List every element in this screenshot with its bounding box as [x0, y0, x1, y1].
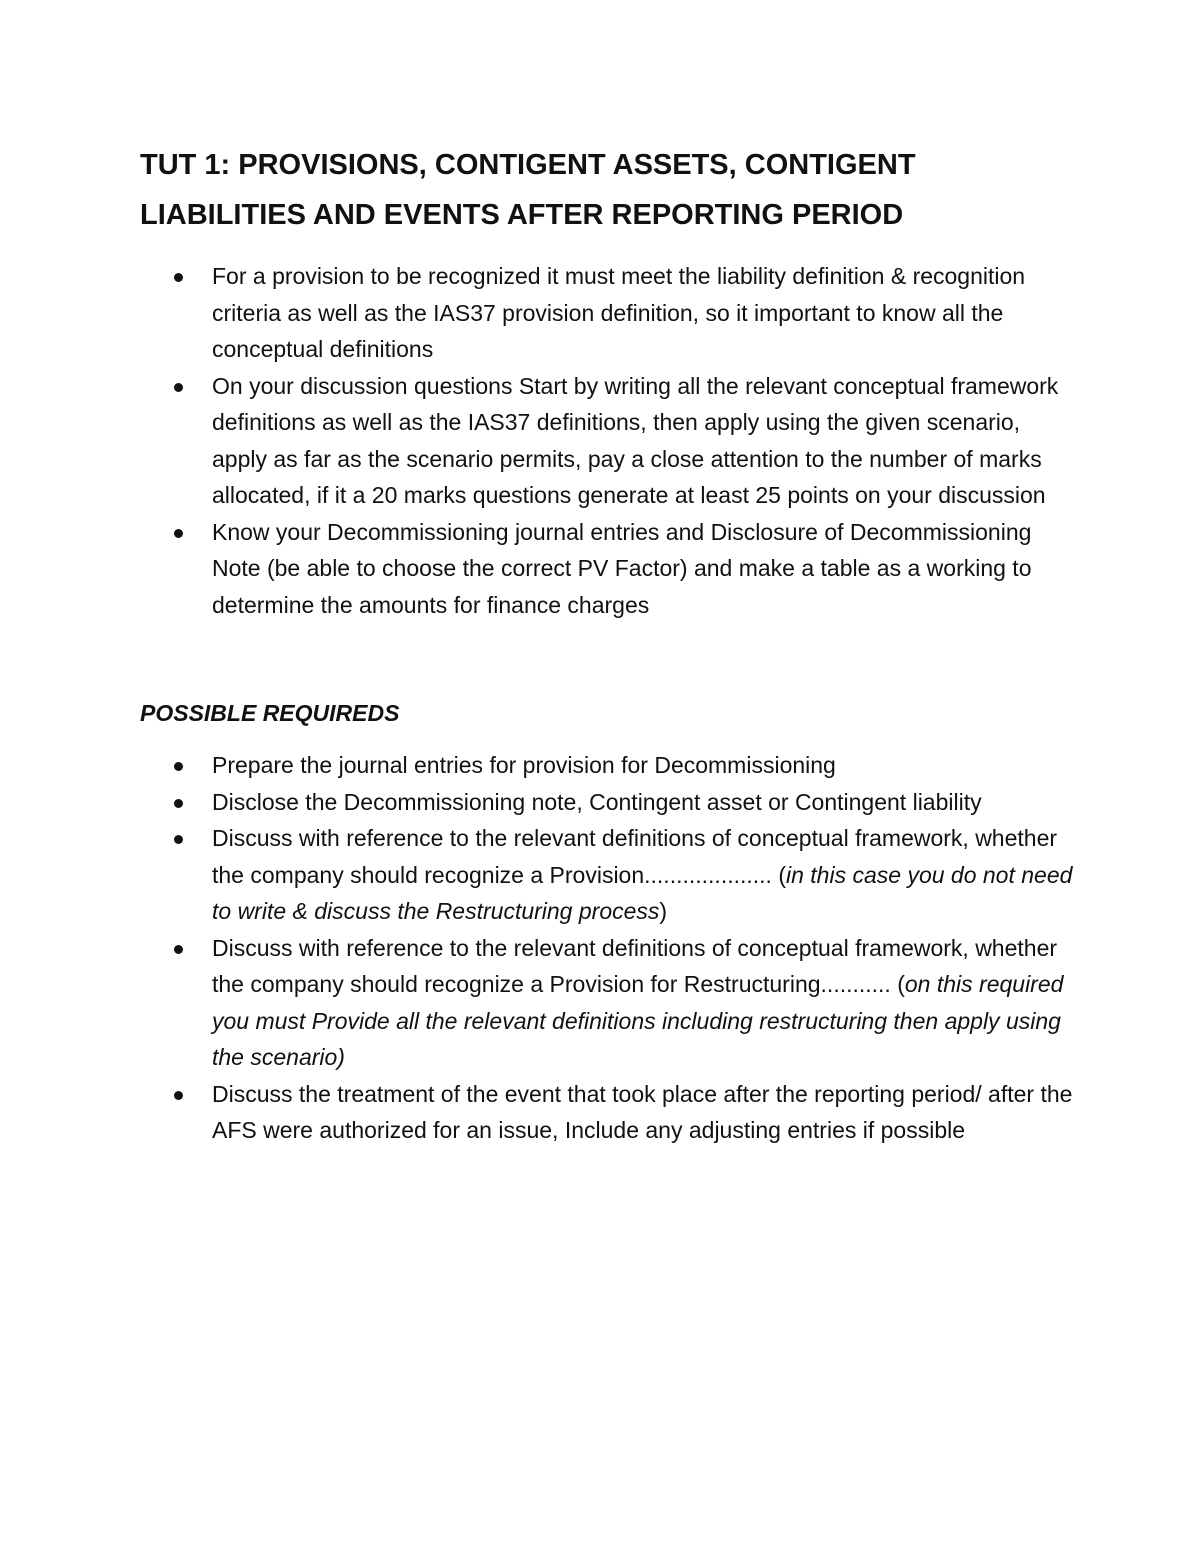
- intro-bullet-list: [140, 258, 1080, 623]
- list-item-text: On your discussion questions Start by writing all the relevant conceptual framework definitions as well as the IAS37 definitions, then apply using the given scenario, apply as far as the scenario permits, pay a close attention to the number of marks allocated, if it a 20 marks questions generate at least 25 points on your discussion: [212, 372, 1059, 508]
- list-item-note: in this case you do not need to write & discuss the Restructuring process: [212, 861, 1073, 924]
- bullet-icon: [174, 799, 183, 808]
- list-item-note-close: ): [659, 898, 668, 924]
- list-item: [140, 368, 1080, 514]
- title-line-2: LIABILITIES AND EVENTS AFTER REPORTING PERIOD: [140, 199, 904, 231]
- list-item: [140, 784, 1080, 821]
- bullet-icon: [174, 1091, 183, 1100]
- list-item-text: For a provision to be recognized it must meet the liability definition & recognition criteria as well as the IAS37 provision definition, so it important to know all the conceptual definitions: [212, 263, 1026, 362]
- bullet-icon: [174, 835, 183, 844]
- list-item: [140, 747, 1080, 784]
- list-item-text: Know your Decommissioning journal entries and Disclosure of Decommissioning Note (be able to choose the correct PV Factor) and make a table as a working to determine the amounts for finance charges: [212, 518, 1032, 618]
- document-title: [140, 140, 1080, 240]
- list-item-text: Prepare the journal entries for provision for Decommissioning: [212, 752, 836, 778]
- list-item: [140, 930, 1080, 1076]
- list-item: [140, 820, 1080, 930]
- list-item-text: Discuss with reference to the relevant definitions of conceptual framework, whether the company should recognize a Provision.................... (: [212, 825, 1058, 888]
- bullet-icon: [174, 529, 183, 538]
- bullet-icon: [174, 762, 183, 771]
- title-line-1: TUT 1: PROVISIONS, CONTIGENT ASSETS, CONTIGENT: [140, 149, 916, 181]
- bullet-icon: [174, 945, 183, 954]
- list-item-text: Discuss with reference to the relevant definitions of conceptual framework, whether the company should recognize a Provision for Restructuring........... (: [212, 934, 1058, 997]
- list-item: [140, 514, 1080, 624]
- bullet-icon: [174, 273, 183, 282]
- list-item-text: Discuss the treatment of the event that took place after the reporting period/ after the AFS were authorized for an issue, Include any adjusting entries if possible: [212, 1080, 1073, 1143]
- list-item: [140, 258, 1080, 368]
- required-bullet-list: [140, 747, 1080, 1149]
- list-item-text: Disclose the Decommissioning note, Contingent asset or Contingent liability: [212, 788, 982, 815]
- section-heading: POSSIBLE REQUIREDS: [140, 700, 400, 726]
- list-item-note: on this required you must Provide all the relevant definitions including restructuring then apply using the scenario): [212, 971, 1064, 1070]
- bullet-icon: [174, 383, 183, 392]
- list-item: [140, 1076, 1080, 1149]
